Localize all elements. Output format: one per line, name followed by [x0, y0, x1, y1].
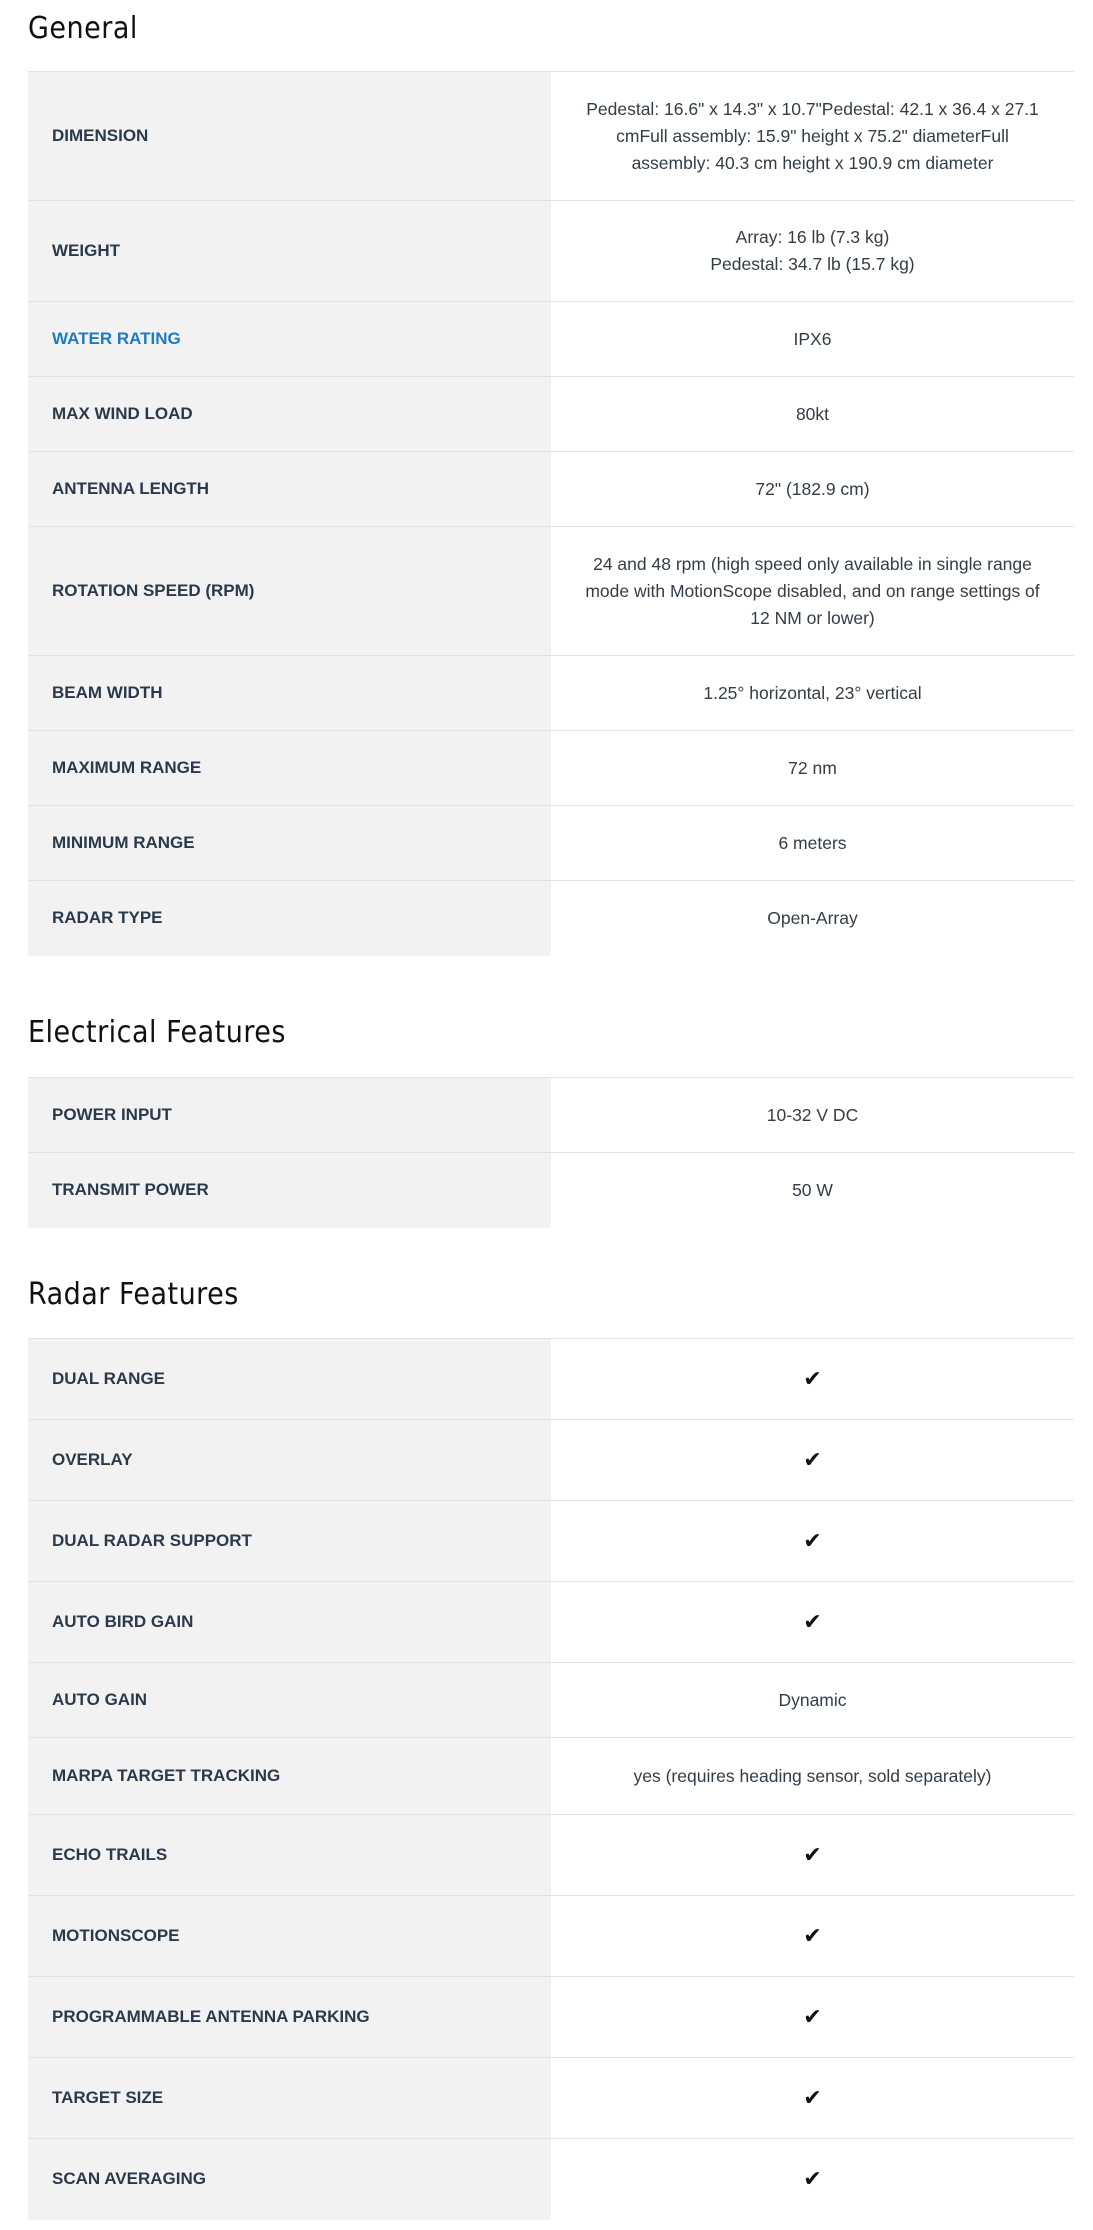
- spec-label: RADAR TYPE: [28, 881, 551, 956]
- spec-row-max-wind-load: [28, 377, 1074, 452]
- spec-row-beam-width: [28, 656, 1074, 731]
- spec-row-scan-averaging: [28, 2139, 1074, 2220]
- spec-label: AUTO GAIN: [28, 1663, 551, 1738]
- checkmark-icon: ✔: [803, 1446, 822, 1472]
- spec-value: 80kt: [551, 377, 1074, 452]
- checkmark-icon: ✔: [803, 2003, 822, 2029]
- spec-row-target-size: [28, 2058, 1074, 2139]
- spec-label: PROGRAMMABLE ANTENNA PARKING: [28, 1977, 551, 2058]
- section-title-general: General: [28, 11, 138, 46]
- spec-label: MARPA TARGET TRACKING: [28, 1738, 551, 1815]
- spec-value: Dynamic: [551, 1663, 1074, 1738]
- spec-row-weight: [28, 201, 1074, 302]
- spec-value: 1.25° horizontal, 23° vertical: [551, 656, 1074, 731]
- spec-value: 72" (182.9 cm): [551, 452, 1074, 527]
- spec-row-overlay: [28, 1420, 1074, 1501]
- water-rating-link[interactable]: WATER RATING: [28, 302, 551, 377]
- spec-value: 50 W: [551, 1153, 1074, 1228]
- spec-label: SCAN AVERAGING: [28, 2139, 551, 2220]
- spec-label: TARGET SIZE: [28, 2058, 551, 2139]
- checkmark-icon: ✔: [803, 1922, 822, 1948]
- checkmark-icon: ✔: [803, 2165, 822, 2191]
- spec-row-auto-bird-gain: [28, 1582, 1074, 1663]
- radar-spec-table: [28, 1338, 1074, 2220]
- spec-value: Pedestal: 16.6" x 14.3" x 10.7"Pedestal: 42.1 x 36.4 x 27.1 cmFull assembly: 15.9" height x 75.2" diameterFull assembly: 40.3 cm height x 190.9 cm diameter: [551, 72, 1074, 201]
- spec-label: TRANSMIT POWER: [28, 1153, 551, 1228]
- spec-label: DUAL RANGE: [28, 1339, 551, 1420]
- spec-value: 72 nm: [551, 731, 1074, 806]
- spec-label: MAXIMUM RANGE: [28, 731, 551, 806]
- spec-label: DIMENSION: [28, 72, 551, 201]
- spec-value: 6 meters: [551, 806, 1074, 881]
- spec-row-dual-radar-support: [28, 1501, 1074, 1582]
- spec-row-minimum-range: [28, 806, 1074, 881]
- spec-row-power-input: [28, 1078, 1074, 1153]
- spec-row-dimension: [28, 72, 1074, 201]
- spec-value: Open-Array: [551, 881, 1074, 956]
- spec-label: MAX WIND LOAD: [28, 377, 551, 452]
- checkmark-icon: ✔: [803, 2084, 822, 2110]
- spec-row-rotation-speed: [28, 527, 1074, 656]
- checkmark-icon: ✔: [803, 1527, 822, 1553]
- spec-label: MOTIONSCOPE: [28, 1896, 551, 1977]
- spec-value: 10-32 V DC: [551, 1078, 1074, 1153]
- spec-row-radar-type: [28, 881, 1074, 956]
- spec-label: BEAM WIDTH: [28, 656, 551, 731]
- spec-value-line: Pedestal: 34.7 lb (15.7 kg): [710, 254, 915, 274]
- spec-row-programmable-antenna-parking: [28, 1977, 1074, 2058]
- section-title-radar: Radar Features: [28, 1277, 239, 1312]
- spec-row-water-rating[interactable]: [28, 302, 1074, 377]
- checkmark-icon: ✔: [803, 1608, 822, 1634]
- general-spec-table: [28, 71, 1074, 956]
- spec-label: MINIMUM RANGE: [28, 806, 551, 881]
- spec-label: ANTENNA LENGTH: [28, 452, 551, 527]
- spec-row-auto-gain: [28, 1663, 1074, 1738]
- spec-value-line: Array: 16 lb (7.3 kg): [735, 227, 890, 247]
- electrical-spec-table: [28, 1077, 1074, 1228]
- spec-label: WEIGHT: [28, 201, 551, 302]
- section-title-electrical: Electrical Features: [28, 1015, 286, 1050]
- checkmark-icon: ✔: [803, 1365, 822, 1391]
- checkmark-icon: ✔: [803, 1841, 822, 1867]
- spec-row-echo-trails: [28, 1815, 1074, 1896]
- spec-label: POWER INPUT: [28, 1078, 551, 1153]
- spec-label: ROTATION SPEED (RPM): [28, 527, 551, 656]
- spec-row-marpa-target-tracking: [28, 1738, 1074, 1815]
- spec-value: [551, 201, 1074, 302]
- spec-label: ECHO TRAILS: [28, 1815, 551, 1896]
- spec-row-transmit-power: [28, 1153, 1074, 1228]
- spec-row-antenna-length: [28, 452, 1074, 527]
- spec-label: DUAL RADAR SUPPORT: [28, 1501, 551, 1582]
- spec-row-maximum-range: [28, 731, 1074, 806]
- spec-value: 24 and 48 rpm (high speed only available in single range mode with MotionScope disabled, and on range settings of 12 NM or lower): [551, 527, 1074, 656]
- spec-label: OVERLAY: [28, 1420, 551, 1501]
- spec-label: AUTO BIRD GAIN: [28, 1582, 551, 1663]
- spec-value: IPX6: [551, 302, 1074, 377]
- spec-row-motionscope: [28, 1896, 1074, 1977]
- spec-row-dual-range: [28, 1339, 1074, 1420]
- spec-value: yes (requires heading sensor, sold separately): [551, 1738, 1074, 1815]
